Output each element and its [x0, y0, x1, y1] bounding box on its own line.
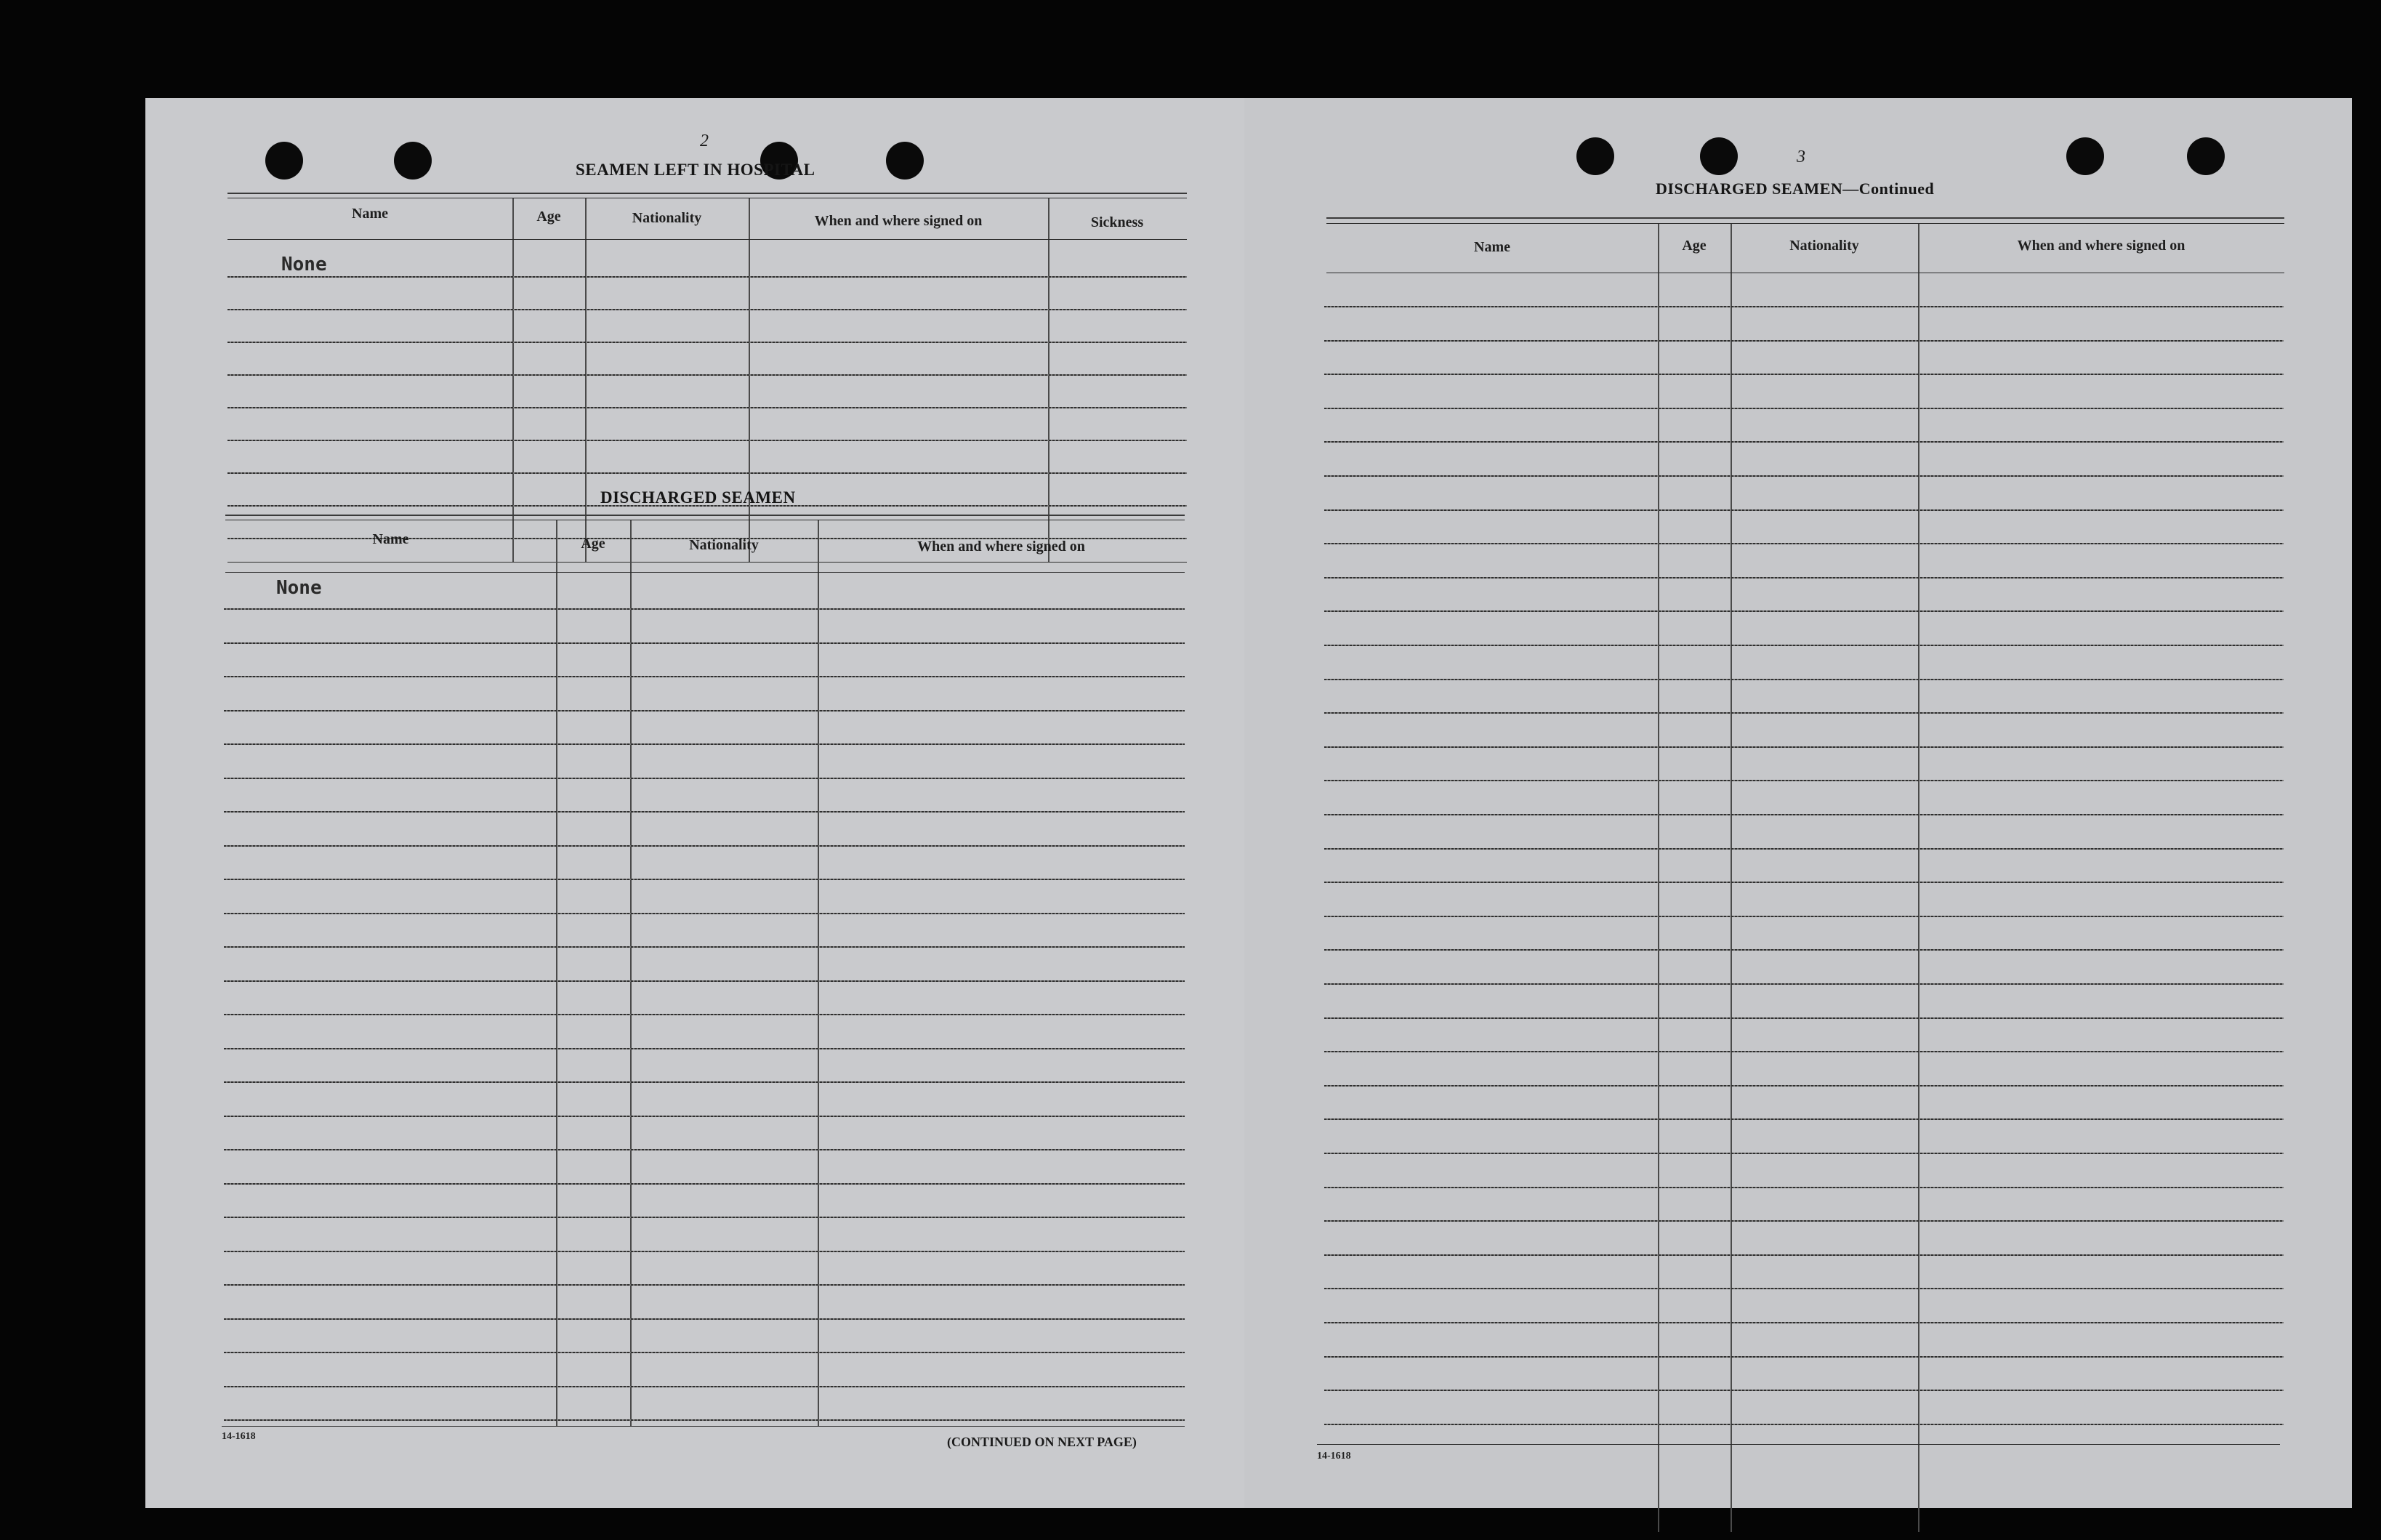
table-row-line	[224, 980, 1185, 982]
table-row-line	[224, 1251, 1185, 1252]
table-row-line	[224, 778, 1185, 779]
table-row-line	[1324, 1254, 2284, 1256]
column-divider	[630, 520, 632, 1426]
continued-note: (CONTINUED ON NEXT PAGE)	[947, 1435, 1137, 1449]
table-row-line	[1324, 848, 2284, 850]
table-row-line	[1324, 577, 2284, 578]
table-row-line	[1324, 1424, 2284, 1425]
table-row-line	[1324, 1288, 2284, 1289]
table-row-line	[224, 1014, 1185, 1015]
table-rule	[1326, 223, 2284, 224]
column-divider	[512, 198, 514, 562]
table-row-line	[1324, 1118, 2284, 1120]
table-rule	[1317, 1444, 2280, 1445]
table-row-line	[227, 342, 1187, 343]
table-row-line	[224, 946, 1185, 948]
table-row-line	[1324, 983, 2284, 985]
table-row-line	[227, 276, 1187, 278]
table-row-line	[224, 743, 1185, 745]
table-row-line	[1324, 475, 2284, 477]
binder-hole	[1700, 137, 1738, 175]
hospital-col-nationality: Nationality	[632, 210, 702, 226]
table-row-line	[224, 879, 1185, 880]
table-row-line	[1324, 645, 2284, 646]
right-page	[1244, 98, 2352, 1508]
table-row-line	[227, 407, 1187, 408]
table-row-line	[1324, 916, 2284, 917]
table-row-line	[227, 309, 1187, 310]
table-row-line	[1324, 1220, 2284, 1222]
hospital-entry-name: None	[281, 254, 327, 275]
table-row-line	[224, 811, 1185, 813]
table-row-line	[224, 608, 1185, 610]
continued-col-age: Age	[1682, 238, 1707, 254]
table-row-line	[1324, 543, 2284, 544]
continued-col-name: Name	[1474, 239, 1510, 255]
binder-hole	[2066, 137, 2104, 175]
table-row-line	[224, 845, 1185, 847]
table-row-line	[1324, 1085, 2284, 1087]
table-rule	[227, 193, 1187, 194]
column-divider	[556, 520, 557, 1426]
column-divider	[749, 198, 750, 562]
table-rule	[222, 1426, 1185, 1427]
table-row-line	[1324, 1356, 2284, 1358]
table-row-line	[1324, 1187, 2284, 1188]
column-divider	[1658, 224, 1659, 1532]
table-row-line	[1324, 882, 2284, 883]
hospital-table-title: SEAMEN LEFT IN HOSPITAL	[576, 161, 815, 179]
table-row-line	[224, 1048, 1185, 1049]
binder-hole	[2187, 137, 2225, 175]
table-row-line	[1324, 441, 2284, 443]
discharged-col-age: Age	[581, 536, 605, 552]
table-row-line	[224, 1116, 1185, 1117]
table-row-line	[1324, 780, 2284, 781]
table-row-line	[224, 1149, 1185, 1150]
column-divider	[1731, 224, 1732, 1532]
table-row-line	[1324, 712, 2284, 714]
table-row-line	[224, 710, 1185, 711]
table-rule	[1326, 217, 2284, 219]
hospital-col-age: Age	[536, 209, 561, 225]
table-row-line	[224, 1081, 1185, 1083]
binder-hole	[886, 142, 924, 180]
table-row-line	[1324, 679, 2284, 680]
table-row-line	[224, 1352, 1185, 1353]
column-divider	[1048, 198, 1050, 562]
table-row-line	[224, 913, 1185, 914]
continued-col-signed-on: When and where signed on	[2017, 238, 2185, 254]
form-number: 14-1618	[1317, 1451, 1351, 1462]
hospital-col-signed-on: When and where signed on	[814, 213, 983, 229]
hospital-col-name: Name	[352, 206, 388, 222]
binder-hole	[1576, 137, 1614, 175]
table-row-line	[224, 1284, 1185, 1286]
table-row-line	[1324, 1017, 2284, 1019]
table-row-line	[1324, 509, 2284, 511]
discharged-col-name: Name	[372, 531, 409, 547]
table-row-line	[227, 472, 1187, 474]
form-number: 14-1618	[222, 1431, 256, 1442]
column-divider	[818, 520, 819, 1426]
table-row-line	[224, 1386, 1185, 1387]
discharged-col-nationality: Nationality	[689, 537, 759, 553]
binder-hole	[394, 142, 432, 180]
table-row-line	[1324, 949, 2284, 951]
table-row-line	[224, 1318, 1185, 1320]
table-row-line	[1324, 306, 2284, 307]
hospital-col-sickness: Sickness	[1090, 214, 1144, 230]
table-row-line	[1324, 1390, 2284, 1391]
discharged-table-title: DISCHARGED SEAMEN	[600, 488, 796, 507]
table-row-line	[1324, 610, 2284, 612]
table-row-line	[224, 1217, 1185, 1218]
table-row-line	[224, 1419, 1185, 1421]
table-rule	[225, 515, 1185, 516]
table-rule	[227, 562, 1187, 563]
left-page	[145, 98, 1244, 1508]
table-row-line	[1324, 340, 2284, 342]
column-divider	[585, 198, 587, 562]
header-underline	[227, 239, 1187, 240]
binder-hole	[265, 142, 303, 180]
discharged-entry-name: None	[276, 577, 322, 599]
table-row-line	[1324, 1153, 2284, 1154]
table-row-line	[224, 642, 1185, 644]
page-number: 2	[700, 132, 709, 150]
table-row-line	[1324, 1322, 2284, 1323]
page-number: 3	[1797, 148, 1805, 166]
discharged-col-signed-on: When and where signed on	[917, 539, 1085, 555]
table-row-line	[224, 1183, 1185, 1185]
continued-col-nationality: Nationality	[1789, 238, 1859, 254]
discharged-continued-title: DISCHARGED SEAMEN—Continued	[1656, 180, 1935, 198]
table-row-line	[224, 676, 1185, 677]
table-row-line	[1324, 746, 2284, 748]
table-row-line	[1324, 814, 2284, 815]
header-underline	[225, 572, 1185, 573]
table-row-line	[1324, 1051, 2284, 1052]
table-row-line	[1324, 374, 2284, 375]
column-divider	[1918, 224, 1919, 1532]
table-row-line	[227, 440, 1187, 441]
table-row-line	[227, 374, 1187, 376]
table-row-line	[1324, 408, 2284, 409]
